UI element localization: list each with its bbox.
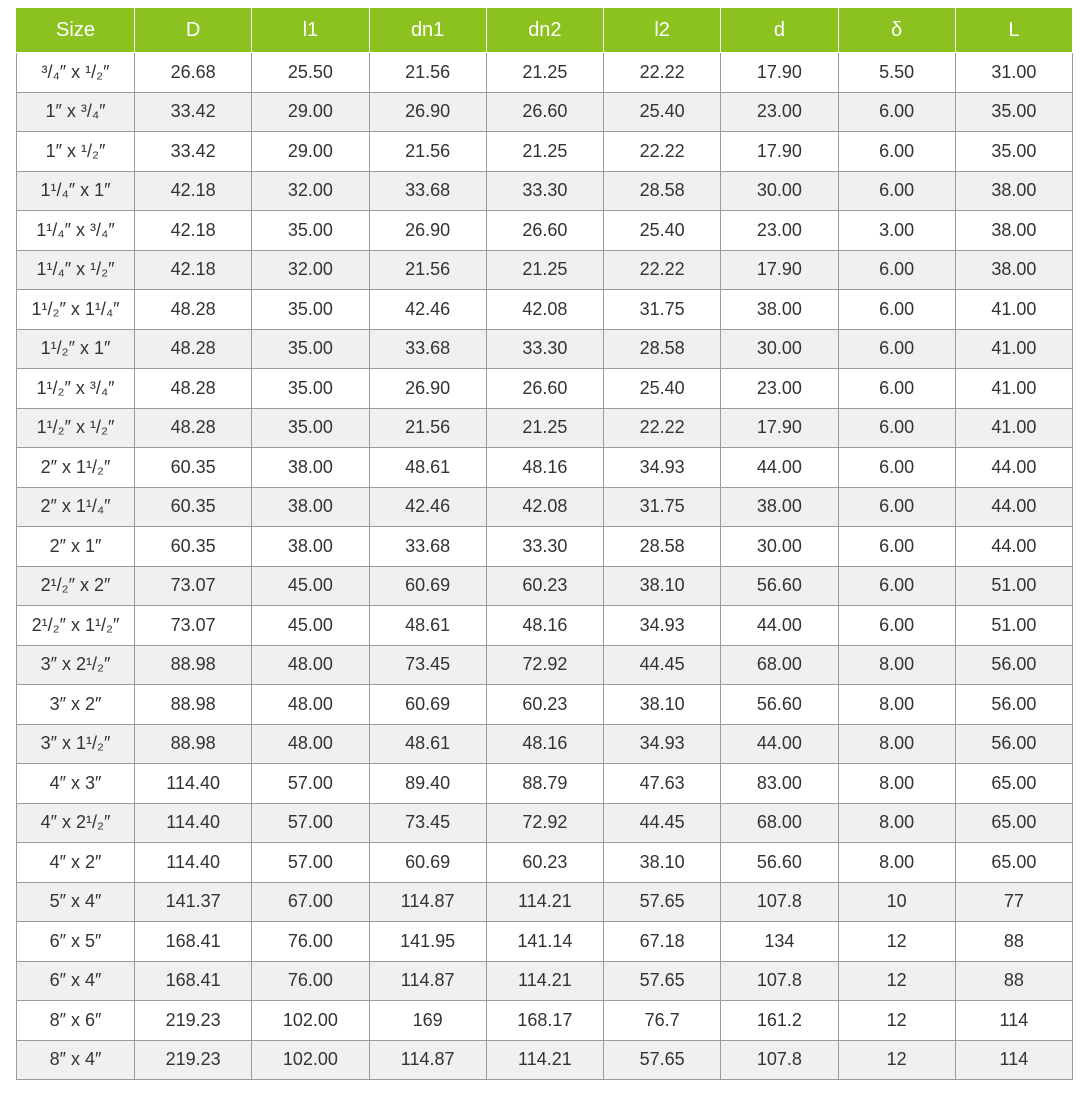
table-row (17, 843, 1073, 883)
value-cell: 38.00 (721, 290, 838, 330)
value-cell: 45.00 (252, 606, 369, 646)
value-cell: 38.00 (955, 211, 1072, 251)
value-cell: 26.90 (369, 92, 486, 132)
table-row (17, 922, 1073, 962)
value-cell: 26.90 (369, 369, 486, 409)
value-cell: 44.45 (604, 803, 721, 843)
header-row (17, 8, 1073, 53)
value-cell: 168.41 (135, 961, 252, 1001)
value-cell: 65.00 (955, 803, 1072, 843)
value-cell: 68.00 (721, 803, 838, 843)
value-cell: 34.93 (604, 724, 721, 764)
value-cell: 42.18 (135, 250, 252, 290)
value-cell: 44.00 (721, 724, 838, 764)
value-cell: 60.35 (135, 487, 252, 527)
value-cell: 30.00 (721, 527, 838, 567)
value-cell: 41.00 (955, 369, 1072, 409)
value-cell: 48.00 (252, 645, 369, 685)
value-cell: 65.00 (955, 843, 1072, 883)
value-cell: 29.00 (252, 132, 369, 172)
value-cell: 35.00 (252, 290, 369, 330)
value-cell: 48.16 (486, 606, 603, 646)
value-cell: 60.23 (486, 566, 603, 606)
size-cell: 2¹/₂″ x 1¹/₂″ (17, 606, 135, 646)
size-cell: 4″ x 2″ (17, 843, 135, 883)
value-cell: 8.00 (838, 764, 955, 804)
table-row (17, 803, 1073, 843)
value-cell: 6.00 (838, 290, 955, 330)
value-cell: 44.00 (955, 448, 1072, 488)
value-cell: 48.16 (486, 724, 603, 764)
value-cell: 35.00 (955, 132, 1072, 172)
value-cell: 25.40 (604, 211, 721, 251)
value-cell: 26.60 (486, 211, 603, 251)
value-cell: 141.95 (369, 922, 486, 962)
value-cell: 88.98 (135, 645, 252, 685)
value-cell: 8.00 (838, 724, 955, 764)
value-cell: 38.00 (252, 448, 369, 488)
size-cell: 2″ x 1¹/₄″ (17, 487, 135, 527)
value-cell: 76.00 (252, 922, 369, 962)
value-cell: 38.00 (955, 171, 1072, 211)
value-cell: 41.00 (955, 329, 1072, 369)
value-cell: 21.25 (486, 132, 603, 172)
value-cell: 168.17 (486, 1001, 603, 1041)
value-cell: 12 (838, 1040, 955, 1080)
value-cell: 22.22 (604, 250, 721, 290)
value-cell: 17.90 (721, 250, 838, 290)
value-cell: 17.90 (721, 132, 838, 172)
size-cell: 1¹/₂″ x 1¹/₄″ (17, 290, 135, 330)
size-cell: 6″ x 4″ (17, 961, 135, 1001)
size-cell: 3″ x 1¹/₂″ (17, 724, 135, 764)
value-cell: 21.56 (369, 250, 486, 290)
value-cell: 32.00 (252, 171, 369, 211)
table-row (17, 566, 1073, 606)
value-cell: 34.93 (604, 606, 721, 646)
table-body (17, 53, 1073, 1080)
value-cell: 32.00 (252, 250, 369, 290)
value-cell: 6.00 (838, 369, 955, 409)
value-cell: 73.07 (135, 606, 252, 646)
value-cell: 56.60 (721, 685, 838, 725)
value-cell: 48.28 (135, 290, 252, 330)
table-row (17, 685, 1073, 725)
value-cell: 89.40 (369, 764, 486, 804)
size-cell: ³/₄″ x ¹/₂″ (17, 53, 135, 93)
value-cell: 44.00 (955, 487, 1072, 527)
value-cell: 38.10 (604, 843, 721, 883)
value-cell: 25.40 (604, 369, 721, 409)
value-cell: 44.00 (955, 527, 1072, 567)
value-cell: 48.28 (135, 408, 252, 448)
value-cell: 21.25 (486, 53, 603, 93)
value-cell: 21.56 (369, 408, 486, 448)
size-cell: 2″ x 1¹/₂″ (17, 448, 135, 488)
value-cell: 35.00 (252, 369, 369, 409)
value-cell: 25.50 (252, 53, 369, 93)
value-cell: 107.8 (721, 882, 838, 922)
value-cell: 44.00 (721, 606, 838, 646)
table-row (17, 1040, 1073, 1080)
value-cell: 28.58 (604, 171, 721, 211)
value-cell: 88.98 (135, 724, 252, 764)
value-cell: 17.90 (721, 53, 838, 93)
value-cell: 29.00 (252, 92, 369, 132)
value-cell: 107.8 (721, 961, 838, 1001)
value-cell: 77 (955, 882, 1072, 922)
value-cell: 141.37 (135, 882, 252, 922)
value-cell: 22.22 (604, 408, 721, 448)
value-cell: 33.30 (486, 329, 603, 369)
value-cell: 67.00 (252, 882, 369, 922)
spec-table-container (16, 7, 1072, 1080)
value-cell: 76.00 (252, 961, 369, 1001)
size-cell: 1¹/₄″ x ¹/₂″ (17, 250, 135, 290)
size-cell: 1¹/₄″ x 1″ (17, 171, 135, 211)
value-cell: 65.00 (955, 764, 1072, 804)
value-cell: 42.46 (369, 290, 486, 330)
value-cell: 88.79 (486, 764, 603, 804)
value-cell: 33.42 (135, 132, 252, 172)
value-cell: 8.00 (838, 843, 955, 883)
value-cell: 47.63 (604, 764, 721, 804)
value-cell: 44.00 (721, 448, 838, 488)
column-header: l2 (604, 8, 721, 53)
value-cell: 114.21 (486, 1040, 603, 1080)
value-cell: 38.00 (721, 487, 838, 527)
value-cell: 76.7 (604, 1001, 721, 1041)
value-cell: 6.00 (838, 92, 955, 132)
table-row (17, 961, 1073, 1001)
column-header: Size (17, 8, 135, 53)
value-cell: 31.00 (955, 53, 1072, 93)
value-cell: 51.00 (955, 566, 1072, 606)
value-cell: 26.90 (369, 211, 486, 251)
size-cell: 8″ x 4″ (17, 1040, 135, 1080)
value-cell: 33.42 (135, 92, 252, 132)
table-row (17, 448, 1073, 488)
value-cell: 44.45 (604, 645, 721, 685)
value-cell: 3.00 (838, 211, 955, 251)
value-cell: 83.00 (721, 764, 838, 804)
value-cell: 114.87 (369, 961, 486, 1001)
table-row (17, 53, 1073, 93)
value-cell: 34.93 (604, 448, 721, 488)
value-cell: 35.00 (955, 92, 1072, 132)
value-cell: 41.00 (955, 290, 1072, 330)
value-cell: 161.2 (721, 1001, 838, 1041)
value-cell: 114.40 (135, 803, 252, 843)
table-row (17, 92, 1073, 132)
value-cell: 168.41 (135, 922, 252, 962)
table-header (17, 8, 1073, 53)
value-cell: 56.00 (955, 724, 1072, 764)
value-cell: 73.45 (369, 803, 486, 843)
value-cell: 26.60 (486, 92, 603, 132)
value-cell: 6.00 (838, 527, 955, 567)
size-cell: 1¹/₂″ x 1″ (17, 329, 135, 369)
value-cell: 38.00 (252, 527, 369, 567)
value-cell: 102.00 (252, 1001, 369, 1041)
value-cell: 42.46 (369, 487, 486, 527)
value-cell: 114.87 (369, 1040, 486, 1080)
value-cell: 21.25 (486, 250, 603, 290)
value-cell: 60.23 (486, 843, 603, 883)
size-cell: 3″ x 2″ (17, 685, 135, 725)
value-cell: 17.90 (721, 408, 838, 448)
column-header: D (135, 8, 252, 53)
value-cell: 56.00 (955, 645, 1072, 685)
value-cell: 107.8 (721, 1040, 838, 1080)
size-cell: 4″ x 3″ (17, 764, 135, 804)
value-cell: 42.18 (135, 211, 252, 251)
value-cell: 60.69 (369, 566, 486, 606)
value-cell: 22.22 (604, 132, 721, 172)
column-header: δ (838, 8, 955, 53)
table-row (17, 606, 1073, 646)
value-cell: 51.00 (955, 606, 1072, 646)
value-cell: 67.18 (604, 922, 721, 962)
value-cell: 6.00 (838, 329, 955, 369)
value-cell: 141.14 (486, 922, 603, 962)
value-cell: 42.08 (486, 487, 603, 527)
value-cell: 48.61 (369, 606, 486, 646)
value-cell: 114.21 (486, 961, 603, 1001)
table-row (17, 882, 1073, 922)
value-cell: 114.21 (486, 882, 603, 922)
table-row (17, 171, 1073, 211)
value-cell: 60.69 (369, 685, 486, 725)
size-cell: 2″ x 1″ (17, 527, 135, 567)
value-cell: 35.00 (252, 211, 369, 251)
column-header: dn1 (369, 8, 486, 53)
value-cell: 114.87 (369, 882, 486, 922)
table-row (17, 250, 1073, 290)
table-row (17, 1001, 1073, 1041)
value-cell: 26.68 (135, 53, 252, 93)
value-cell: 31.75 (604, 290, 721, 330)
table-row (17, 408, 1073, 448)
table-row (17, 764, 1073, 804)
value-cell: 114.40 (135, 764, 252, 804)
value-cell: 6.00 (838, 606, 955, 646)
value-cell: 48.61 (369, 724, 486, 764)
value-cell: 33.68 (369, 527, 486, 567)
value-cell: 38.10 (604, 685, 721, 725)
value-cell: 60.35 (135, 448, 252, 488)
value-cell: 21.56 (369, 53, 486, 93)
value-cell: 23.00 (721, 369, 838, 409)
value-cell: 6.00 (838, 566, 955, 606)
value-cell: 38.10 (604, 566, 721, 606)
value-cell: 68.00 (721, 645, 838, 685)
value-cell: 56.60 (721, 843, 838, 883)
value-cell: 169 (369, 1001, 486, 1041)
value-cell: 21.25 (486, 408, 603, 448)
value-cell: 33.30 (486, 527, 603, 567)
value-cell: 114 (955, 1040, 1072, 1080)
table-row (17, 329, 1073, 369)
value-cell: 10 (838, 882, 955, 922)
value-cell: 28.58 (604, 329, 721, 369)
size-cell: 5″ x 4″ (17, 882, 135, 922)
size-cell: 6″ x 5″ (17, 922, 135, 962)
value-cell: 42.18 (135, 171, 252, 211)
value-cell: 23.00 (721, 211, 838, 251)
value-cell: 6.00 (838, 487, 955, 527)
value-cell: 88.98 (135, 685, 252, 725)
value-cell: 219.23 (135, 1040, 252, 1080)
value-cell: 30.00 (721, 329, 838, 369)
value-cell: 31.75 (604, 487, 721, 527)
value-cell: 60.23 (486, 685, 603, 725)
value-cell: 33.30 (486, 171, 603, 211)
value-cell: 134 (721, 922, 838, 962)
value-cell: 60.35 (135, 527, 252, 567)
value-cell: 30.00 (721, 171, 838, 211)
value-cell: 73.45 (369, 645, 486, 685)
value-cell: 33.68 (369, 171, 486, 211)
size-cell: 3″ x 2¹/₂″ (17, 645, 135, 685)
value-cell: 21.56 (369, 132, 486, 172)
value-cell: 88 (955, 922, 1072, 962)
column-header: dn2 (486, 8, 603, 53)
value-cell: 57.65 (604, 961, 721, 1001)
size-cell: 8″ x 6″ (17, 1001, 135, 1041)
size-cell: 4″ x 2¹/₂″ (17, 803, 135, 843)
value-cell: 219.23 (135, 1001, 252, 1041)
value-cell: 56.00 (955, 685, 1072, 725)
value-cell: 22.22 (604, 53, 721, 93)
value-cell: 72.92 (486, 645, 603, 685)
value-cell: 12 (838, 922, 955, 962)
value-cell: 48.16 (486, 448, 603, 488)
table-row (17, 132, 1073, 172)
value-cell: 73.07 (135, 566, 252, 606)
table-row (17, 645, 1073, 685)
table-row (17, 527, 1073, 567)
column-header: l1 (252, 8, 369, 53)
value-cell: 48.28 (135, 329, 252, 369)
value-cell: 48.00 (252, 685, 369, 725)
value-cell: 6.00 (838, 132, 955, 172)
value-cell: 60.69 (369, 843, 486, 883)
spec-table (16, 7, 1073, 1080)
value-cell: 6.00 (838, 448, 955, 488)
value-cell: 57.00 (252, 803, 369, 843)
size-cell: 1¹/₄″ x ³/₄″ (17, 211, 135, 251)
value-cell: 28.58 (604, 527, 721, 567)
value-cell: 5.50 (838, 53, 955, 93)
value-cell: 57.65 (604, 882, 721, 922)
size-cell: 1¹/₂″ x ¹/₂″ (17, 408, 135, 448)
value-cell: 48.28 (135, 369, 252, 409)
value-cell: 6.00 (838, 171, 955, 211)
value-cell: 72.92 (486, 803, 603, 843)
value-cell: 12 (838, 961, 955, 1001)
size-cell: 1″ x ³/₄″ (17, 92, 135, 132)
value-cell: 88 (955, 961, 1072, 1001)
value-cell: 26.60 (486, 369, 603, 409)
value-cell: 48.61 (369, 448, 486, 488)
value-cell: 8.00 (838, 645, 955, 685)
value-cell: 25.40 (604, 92, 721, 132)
value-cell: 38.00 (955, 250, 1072, 290)
column-header: d (721, 8, 838, 53)
size-cell: 1¹/₂″ x ³/₄″ (17, 369, 135, 409)
size-cell: 1″ x ¹/₂″ (17, 132, 135, 172)
column-header: L (955, 8, 1072, 53)
value-cell: 114.40 (135, 843, 252, 883)
size-cell: 2¹/₂″ x 2″ (17, 566, 135, 606)
value-cell: 35.00 (252, 408, 369, 448)
value-cell: 114 (955, 1001, 1072, 1041)
value-cell: 23.00 (721, 92, 838, 132)
value-cell: 33.68 (369, 329, 486, 369)
value-cell: 42.08 (486, 290, 603, 330)
value-cell: 8.00 (838, 803, 955, 843)
value-cell: 8.00 (838, 685, 955, 725)
table-row (17, 724, 1073, 764)
value-cell: 57.00 (252, 843, 369, 883)
value-cell: 57.00 (252, 764, 369, 804)
value-cell: 102.00 (252, 1040, 369, 1080)
table-row (17, 211, 1073, 251)
value-cell: 6.00 (838, 250, 955, 290)
value-cell: 56.60 (721, 566, 838, 606)
table-row (17, 290, 1073, 330)
value-cell: 45.00 (252, 566, 369, 606)
value-cell: 35.00 (252, 329, 369, 369)
value-cell: 41.00 (955, 408, 1072, 448)
value-cell: 12 (838, 1001, 955, 1041)
table-row (17, 487, 1073, 527)
value-cell: 6.00 (838, 408, 955, 448)
value-cell: 57.65 (604, 1040, 721, 1080)
value-cell: 38.00 (252, 487, 369, 527)
table-row (17, 369, 1073, 409)
value-cell: 48.00 (252, 724, 369, 764)
